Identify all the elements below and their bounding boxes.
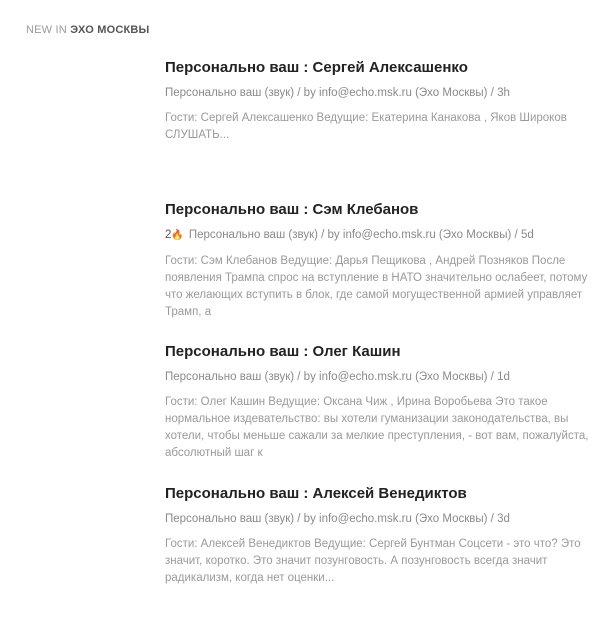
feed-item <box>165 58 590 200</box>
like-count[interactable] <box>165 229 184 241</box>
feed-item-age: 5d <box>520 229 534 241</box>
feed-item-age: 3h <box>497 87 510 99</box>
feed-item-category-link[interactable]: Персонально ваш (звук) <box>165 87 295 99</box>
meta-separator: / <box>511 229 521 241</box>
feed-item-excerpt: Гости: Алексей Венедиктов Ведущие: Сергей Бунтман Соцсети - это что? Это значит, коротко. Это значит позунговость. А позунговость всегда значит радикализм, когда нет оценки... <box>165 538 581 584</box>
feed-item <box>165 484 590 626</box>
feed-item-author-link[interactable]: info@echo.msk.ru (Эхо Москвы) <box>319 371 488 383</box>
feed-item-meta <box>165 511 590 527</box>
feed-item <box>165 342 590 484</box>
feed-source-link[interactable]: ЭХО МОСКВЫ <box>70 24 150 36</box>
feed-item-category-link[interactable]: Персонально ваш (звук) <box>165 371 295 383</box>
feed-header-prefix: NEW IN <box>26 24 67 36</box>
feed-item-excerpt: Гости: Олег Кашин Ведущие: Оксана Чиж , Ирина Воробьева Это такое нормальное издевательство: вы хотели гуманизации законодательства, вы хотели, чтобы меньше сажали за мелкие преступления, - вот вам, пожалуйста, абсолютный шаг к <box>165 396 589 459</box>
meta-separator: / by <box>294 513 320 525</box>
feed-item-title[interactable]: Персонально ваш : Сэм Клебанов <box>165 201 419 218</box>
meta-separator: / <box>487 513 498 525</box>
feed-item-excerpt: Гости: Сэм Клебанов Ведущие: Дарья Пещикова , Андрей Позняков После появления Трампа спрос на вступление в НАТО значительно ослабеет, потому что желающих вступить в блок, где самой могущественной армией управляет Трамп, а <box>165 255 588 318</box>
feed-list <box>165 58 590 626</box>
feed-item-category-link[interactable]: Персонально ваш (звук) <box>165 513 295 525</box>
feed-item-meta <box>165 369 590 385</box>
meta-separator: / by <box>317 229 343 241</box>
feed-item-age: 3d <box>497 513 510 525</box>
feed-item <box>165 200 590 342</box>
meta-separator: / <box>487 87 498 99</box>
feed-item-title[interactable]: Персонально ваш : Олег Кашин <box>165 343 401 360</box>
meta-separator: / by <box>294 371 320 383</box>
feed-item-author-link[interactable]: info@echo.msk.ru (Эхо Москвы) <box>319 513 488 525</box>
meta-separator: / by <box>294 87 320 99</box>
feed-item-meta <box>165 227 590 244</box>
feed-item-title[interactable]: Персонально ваш : Алексей Венедиктов <box>165 485 467 502</box>
feed-header <box>26 24 150 36</box>
feed-item-category-link[interactable]: Персонально ваш (звук) <box>188 229 318 241</box>
meta-separator: / <box>487 371 498 383</box>
feed-item-title[interactable]: Персонально ваш : Сергей Алексашенко <box>165 59 468 76</box>
feed-item-author-link[interactable]: info@echo.msk.ru (Эхо Москвы) <box>319 87 488 99</box>
feed-item-meta <box>165 85 590 101</box>
feed-item-author-link[interactable]: info@echo.msk.ru (Эхо Москвы) <box>342 229 512 241</box>
flame-icon: 🔥 <box>171 230 184 241</box>
like-count-value: 2 <box>165 229 172 241</box>
feed-item-age: 1d <box>497 371 510 383</box>
feed-item-excerpt: Гости: Сергей Алексашенко Ведущие: Екатерина Канакова , Яков Широков СЛУШАТЬ... <box>165 112 567 141</box>
